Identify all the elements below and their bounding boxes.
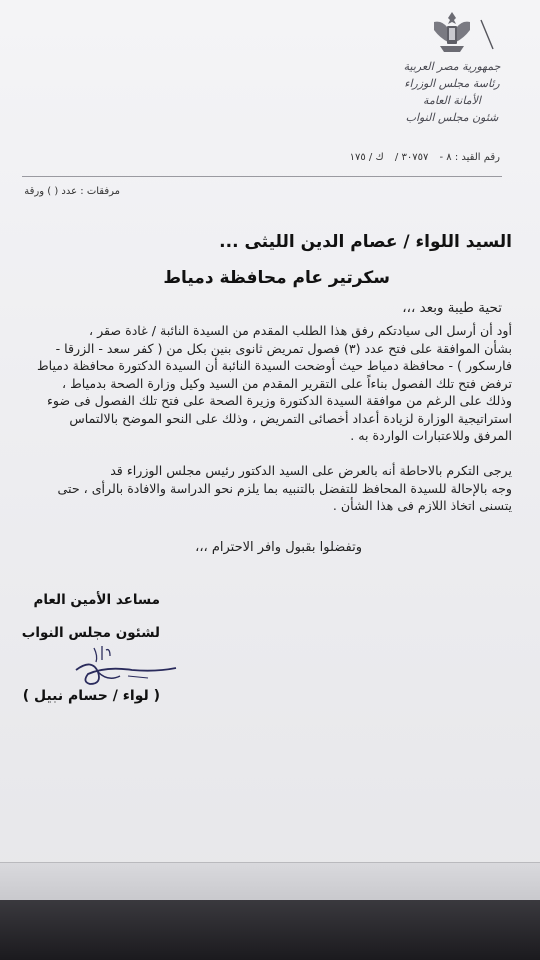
closing-line: وتفضلوا بقبول وافر الاحترام ،،، bbox=[195, 540, 362, 555]
background-surface bbox=[0, 900, 540, 960]
paper-fold-edge bbox=[0, 862, 540, 900]
paragraph-line: يتسنى اتخاذ اللازم فى هذا الشأن . bbox=[332, 498, 512, 513]
reference-label: رقم القيد : ٨ - bbox=[439, 152, 500, 163]
paragraph-line: المرفق وللاعتبارات الواردة به . bbox=[350, 428, 512, 443]
letterhead-department: شئون مجلس النواب bbox=[405, 111, 499, 124]
reference-number bbox=[342, 152, 500, 163]
header-divider bbox=[22, 176, 502, 177]
paragraph-line: وذلك على الرغم من موافقة السيدة الدكتورة وزيرة الصحة على فتح تلك الفصول فى ضوء bbox=[46, 393, 512, 408]
recipient-name-text: السيد اللواء / عصام الدين الليثى bbox=[244, 232, 512, 252]
body-paragraph-2 bbox=[34, 462, 512, 515]
egypt-eagle-emblem-icon bbox=[430, 8, 474, 58]
reference-suffix: ك / ١٧٥ bbox=[349, 152, 384, 163]
pen-stroke-mark bbox=[478, 18, 496, 52]
letterhead bbox=[392, 58, 512, 126]
signatory-department: لشئون مجلس النواب bbox=[21, 625, 160, 641]
paragraph-line: أود أن أرسل الى سيادتكم رفق هذا الطلب المقدم من السيدة النائبة / غادة صقر ، bbox=[89, 323, 512, 338]
paragraph-line: وجه بالإحالة للسيدة المحافظ للتفضل بالتنبيه بما يلزم نحو الدراسة والافادة بالرأى ، حتى bbox=[57, 480, 512, 496]
paragraph-line: فارسكور ) - محافظة دمياط حيث أوضحت السيدة النائبة أن السيدة الدكتورة محافظة دمياط bbox=[36, 358, 512, 373]
greeting: تحية طيبة وبعد ،،، bbox=[402, 300, 502, 316]
recipient-dots: ... bbox=[219, 232, 239, 252]
attachments-line: مرفقات : عدد ( ) ورقة bbox=[24, 186, 120, 197]
recipient-title: سكرتير عام محافظة دمياط bbox=[163, 268, 390, 288]
signatory-title: مساعد الأمين العام bbox=[33, 592, 160, 608]
letterhead-country: جمهورية مصر العربية bbox=[403, 60, 501, 73]
paragraph-line: ترفض فتح تلك الفصول بناءاً على التقرير المقدم من السيد وكيل وزارة الصحة بدمياط ، bbox=[62, 375, 512, 391]
letterhead-secretariat: الأمانة العامة bbox=[423, 94, 481, 107]
paragraph-line: استراتيجية الوزارة لزيادة أعداد أخصائى التمريض ، وذلك على النحو الموضح بالالتماس bbox=[69, 410, 512, 426]
body-paragraph-1 bbox=[34, 322, 512, 445]
letterhead-cabinet: رئاسة مجلس الوزراء bbox=[404, 77, 500, 90]
paragraph-line: بشأن الموافقة على فتح عدد (٣) فصول تمريض ثانوى بنين بكل من ( كفر سعد - الزرقا - bbox=[55, 340, 512, 356]
signatory-name: ( لواء / حسام نبيل ) bbox=[22, 688, 160, 704]
paragraph-line: يرجى التكرم بالاحاطة أنه بالعرض على السيد الدكتور رئيس مجلس الوزراء قد bbox=[110, 463, 512, 478]
reference-value: ٣٠٧٥٧ / bbox=[394, 152, 429, 163]
recipient-name bbox=[219, 232, 512, 252]
